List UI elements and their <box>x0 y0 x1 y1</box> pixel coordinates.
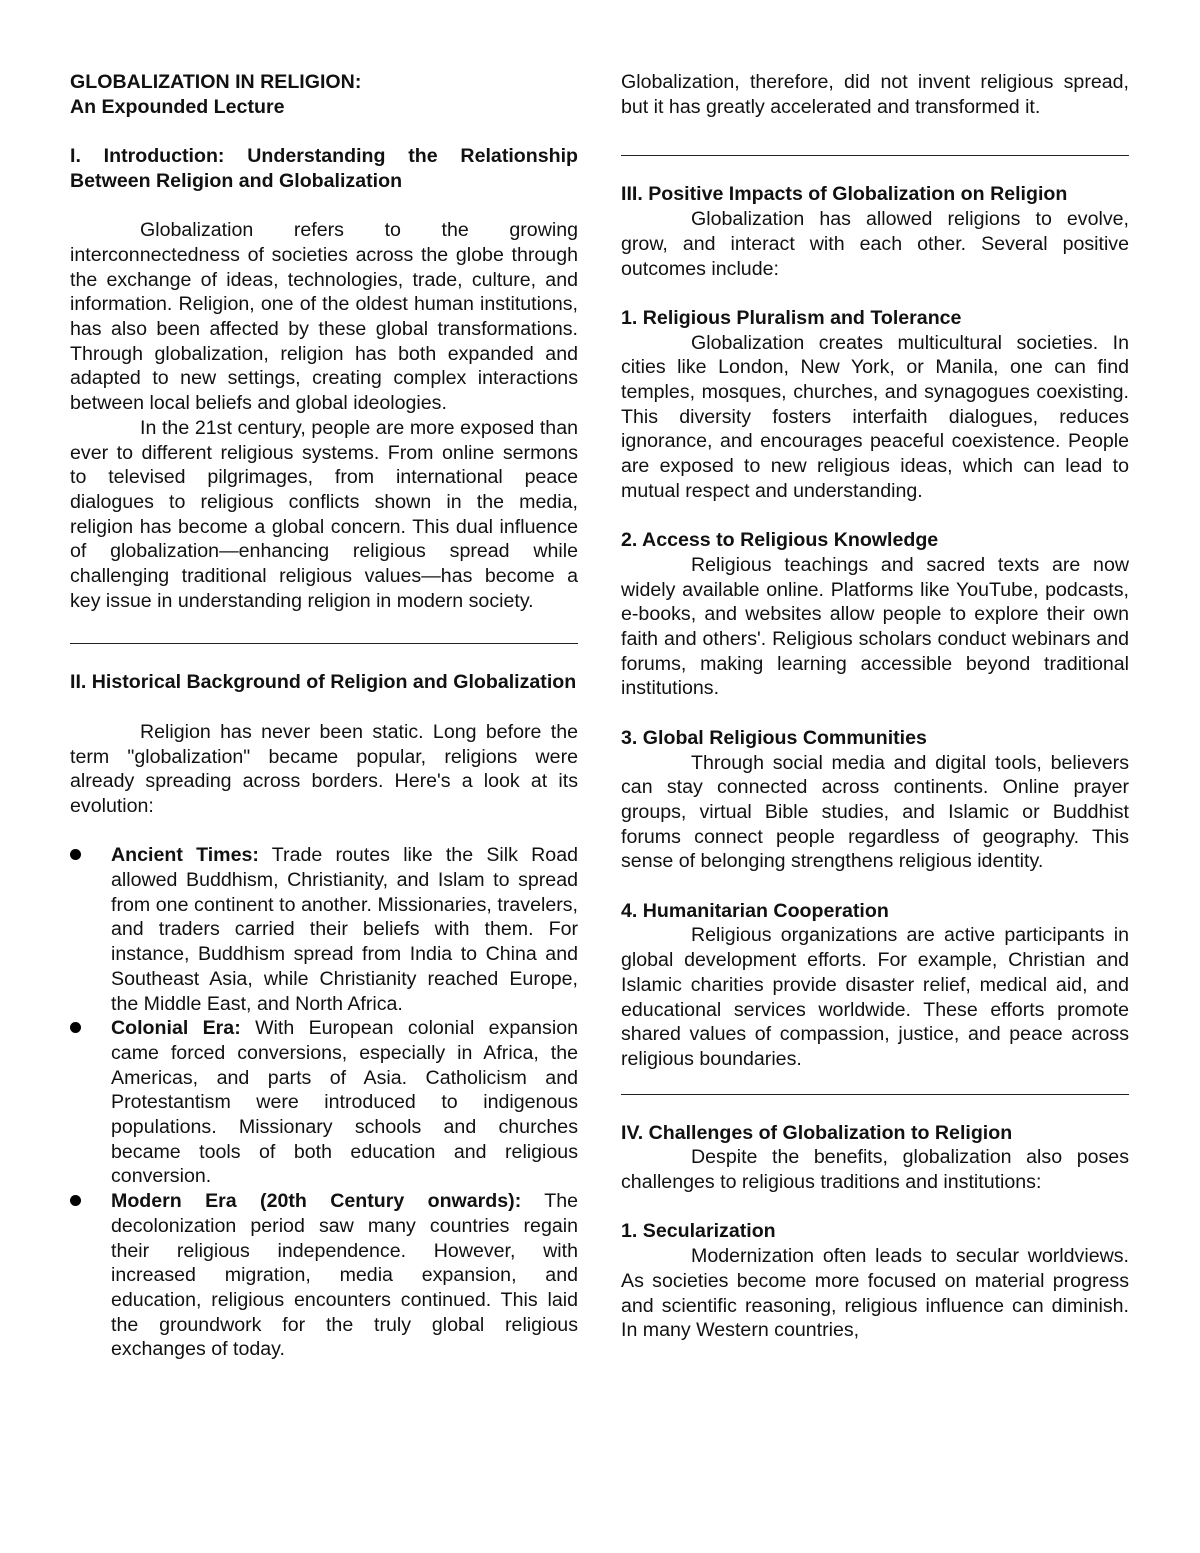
bullet-label: Colonial Era: <box>111 1017 241 1040</box>
list-item <box>70 1016 578 1189</box>
item-text: Through social media and digital tools, believers can stay connected across continents. Online prayer groups, virtual Bible studies, and Islamic or Buddhist forums connect people regardless of geography. This sense of belonging strengthens religious identity. <box>621 751 1129 873</box>
bullet-text: With European colonial expansion came forced conversions, especially in Africa, the Americas, and parts of Asia. Catholicism and Protestantism were introduced to indigenous populations. Missionary schools and churches became tools of both education and religious conversion. <box>111 1017 578 1188</box>
item-text: Religious organizations are active participants in global development efforts. For example, Christian and Islamic charities provide disaster relief, medical aid, and educational services worldwide. These efforts promote shared values of compassion, justice, and peace across religious boundaries. <box>621 924 1129 1070</box>
bullet-text: Trade routes like the Silk Road allowed Buddhism, Christianity, and Islam to spread from one continent to another. Missionaries, travelers, and traders carried their beliefs with them. For instance, Buddhism spread from India to China and Southeast Asia, while Christianity reached Europe, the Middle East, and North Africa. <box>111 844 579 1015</box>
item-text: Religious teachings and sacred texts are now widely available online. Platforms like YouTube, podcasts, e-books, and websites allow people to explore their own faith and others'. Religious scholars conduct webinars and forums, making learning accessible beyond traditional institutions. <box>621 553 1129 700</box>
section-1-heading: I. Introduction: Understanding the Relationship Between Religion and Globalization <box>70 145 578 192</box>
document-subtitle: An Expounded Lecture <box>70 95 285 118</box>
item-title: 1. Secularization <box>621 1220 776 1243</box>
item-title: 4. Humanitarian Cooperation <box>621 899 889 922</box>
section-4-heading: IV. Challenges of Globalization to Religion <box>621 1121 1013 1144</box>
bullet-label: Ancient Times: <box>111 844 259 867</box>
section-3-intro: Globalization has allowed religions to evolve, grow, and interact with each other. Several positive outcomes include: <box>621 208 1129 280</box>
section-3-heading: III. Positive Impacts of Globalization on Religion <box>621 183 1068 206</box>
section-2-intro: Religion has never been static. Long before the term "globalization" became popular, religions were already spreading across borders. Here's a look at its evolution: <box>70 720 578 817</box>
item-title: 1. Religious Pluralism and Tolerance <box>621 306 962 329</box>
section-4-intro: Despite the benefits, globalization also poses challenges to religious traditions and institutions: <box>621 1146 1129 1194</box>
section-2-closing: Globalization, therefore, did not invent religious spread, but it has greatly accelerated and transformed it. <box>621 71 1129 118</box>
right-column <box>621 70 1129 1343</box>
bullet-text: The decolonization period saw many countries regain their religious independence. However, with increased migration, media expansion, and education, religious encounters continued. This laid the groundwork for the truly global religious exchanges of today. <box>111 1190 578 1361</box>
section-1-paragraph-2: In the 21st century, people are more exposed than ever to different religious systems. From online sermons to televised pilgrimages, from international peace dialogues to religious conflicts shown in the media, religion has become a global concern. This dual influence of globalization—enhancing religious spread while challenging traditional religious values—has become a key issue in understanding religion in modern society. <box>70 416 578 612</box>
document-title: GLOBALIZATION IN RELIGION: <box>70 71 362 93</box>
section-2-heading: II. Historical Background of Religion and Globalization <box>70 671 577 694</box>
item-text: Modernization often leads to secular worldviews. As societies become more focused on material progress and scientific reasoning, religious influence can diminish. In many Western countries, <box>621 1245 1129 1342</box>
history-bullet-list <box>70 843 578 1362</box>
list-item <box>70 843 578 1016</box>
item-title: 2. Access to Religious Knowledge <box>621 529 939 552</box>
bullet-icon <box>70 1022 81 1033</box>
left-column <box>70 70 578 1362</box>
list-item <box>70 1189 578 1362</box>
item-text: Globalization creates multicultural societies. In cities like London, New York, or Manila, one can find temples, mosques, churches, and synagogues coexisting. This diversity fosters interfaith dialogues, reduces ignorance, and encourages peaceful coexistence. People are exposed to new religious ideas, which can lead to mutual respect and understanding. <box>621 331 1129 502</box>
bullet-icon <box>70 1195 81 1206</box>
section-1-paragraph-1: Globalization refers to the growing interconnectedness of societies across the globe through the exchange of ideas, technologies, trade, culture, and information. Religion, one of the oldest human institutions, has also been affected by these global transformations. Through globalization, religion has both expanded and adapted to new settings, creating complex interactions between local beliefs and global ideologies. <box>70 219 578 415</box>
bullet-icon <box>70 849 81 860</box>
item-title: 3. Global Religious Communities <box>621 726 927 749</box>
bullet-label: Modern Era (20th Century onwards): <box>111 1190 522 1213</box>
